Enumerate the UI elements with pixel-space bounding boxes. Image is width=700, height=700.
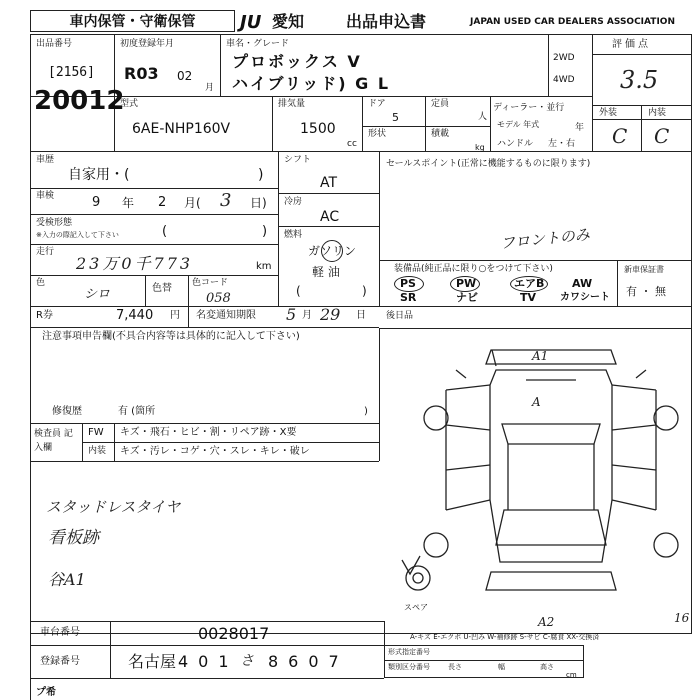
inspection-year-unit: 年 xyxy=(122,196,135,210)
recycle-value: 7,440 xyxy=(116,308,154,323)
shift-value: AT xyxy=(320,175,338,191)
equip-leather: カワシート xyxy=(560,292,610,303)
handle-label: ハンドル xyxy=(497,139,534,149)
dealer-label: ディーラー・並行 xyxy=(493,103,565,113)
inspection-year: 9 xyxy=(92,195,101,210)
height-label: 高さ xyxy=(540,663,554,671)
first-reg-month: 02 xyxy=(177,69,193,83)
mark-a: A xyxy=(532,395,541,409)
load-unit: kg xyxy=(475,143,485,152)
chassis-value: 0028017 xyxy=(198,624,270,643)
inspector-label: 検査員 記入欄 xyxy=(34,429,73,453)
model-line1: プロボックス V xyxy=(232,52,362,71)
repair-label: 修復歴 xyxy=(52,406,82,417)
lot-sub-number: [2156] xyxy=(48,65,95,80)
category-label: 類別区分番号 xyxy=(388,663,430,671)
equip-circle-pw xyxy=(450,276,480,292)
first-reg-label: 初度登録年月 xyxy=(120,39,175,49)
inspection-month: 2 xyxy=(158,195,167,210)
fuel-paren-open: ( xyxy=(296,284,301,298)
rating-label: 評価点 xyxy=(612,39,651,50)
registration-kana: さ xyxy=(240,653,254,669)
storage-title: 車内保管・守衛保管 xyxy=(30,10,235,32)
first-reg-era-year: R03 xyxy=(124,64,159,83)
rating-ext: C xyxy=(612,124,628,148)
registration-city: 名古屋 xyxy=(128,652,177,671)
name-change-month-unit: 月 xyxy=(302,310,312,321)
equip-airbag: エアB xyxy=(514,277,545,290)
remark-line3: 谷A1 xyxy=(48,570,86,589)
int-label: 内装 xyxy=(88,446,107,456)
car-diagram xyxy=(396,340,686,630)
history-close: ) xyxy=(258,167,264,183)
doors-label: ドア xyxy=(368,99,386,109)
name-change-label: 名変通知期限 xyxy=(196,310,256,321)
inspection-day-unit: 日) xyxy=(250,196,267,210)
fw-items: キズ・飛石・ヒビ・割・リペア跡・X要 xyxy=(120,427,297,438)
model-year-label: モデル 年式 xyxy=(497,120,540,129)
disp-label: 排気量 xyxy=(278,99,306,109)
repair-value: 有 (箇所 xyxy=(118,406,156,417)
shift-label: シフト xyxy=(284,155,312,165)
year-unit: 年 xyxy=(575,123,585,133)
handle-opts: 左・右 xyxy=(548,139,576,149)
acceptance-close: ) xyxy=(262,224,268,239)
lot-number-label: 出品番号 xyxy=(36,39,73,49)
color-code: 058 xyxy=(206,291,231,306)
remark-line2: 看板跡 xyxy=(48,528,99,548)
disp-unit: cc xyxy=(347,139,357,149)
sales-point-label: セールスポイント(正常に機能するものに限ります) xyxy=(386,159,591,169)
corner-note: 16 xyxy=(674,611,690,625)
model-change-label: 形式指定番号 xyxy=(388,648,430,656)
rating-ext-label: 外装 xyxy=(599,108,618,118)
equip-sr: SR xyxy=(400,291,417,304)
equipment-grid xyxy=(384,277,616,306)
color-value: シロ xyxy=(84,287,111,302)
warranty-label: 新車保証書 xyxy=(624,265,664,274)
equip-tv: TV xyxy=(520,291,537,304)
acceptance-label: 受検形態 xyxy=(36,218,73,228)
mileage-label: 走行 xyxy=(36,247,55,257)
equip-pw: PW xyxy=(456,277,477,290)
fuel-label: 燃料 xyxy=(284,230,303,240)
acceptance-note: ※入力の際記入して下さい xyxy=(36,231,119,239)
color-label: 色 xyxy=(36,278,46,288)
type-label: 型式 xyxy=(120,99,139,109)
org-name-en: JAPAN USED CAR DEALERS ASSOCIATION xyxy=(470,17,675,27)
mileage-unit: km xyxy=(256,261,272,272)
fuel-gas: ガソリン xyxy=(308,244,357,258)
spare-label: スペア xyxy=(404,603,428,612)
registration-number: 8607 xyxy=(268,652,349,671)
equip-ps: PS xyxy=(400,277,416,290)
history-value: 自家用・( xyxy=(68,167,130,183)
org-name-jp: 愛知 xyxy=(272,12,305,31)
warranty-value: 有 ・ 無 xyxy=(626,285,666,298)
capacity-unit: 人 xyxy=(478,112,488,122)
rating-score: 3.5 xyxy=(620,66,659,94)
equip-navi: ナビ xyxy=(456,291,478,304)
aircon-label: 冷房 xyxy=(284,197,303,207)
name-change-day: 29 xyxy=(320,305,341,324)
lot-number: 20012 xyxy=(34,86,125,116)
width-label: 幅 xyxy=(498,663,505,671)
doors-value: 5 xyxy=(392,111,399,124)
repair-close: ) xyxy=(364,406,368,417)
cm-unit: cm xyxy=(566,671,577,679)
registration-label: 登録番号 xyxy=(40,656,80,667)
color-code-label: 色コード xyxy=(192,278,229,288)
form-title: 出品申込書 xyxy=(346,12,427,31)
rating-int: C xyxy=(654,124,670,148)
inspection-day: 3 xyxy=(220,190,232,211)
bottom-label: プ希 xyxy=(36,687,56,698)
fuel-circle xyxy=(321,240,343,262)
fw-label: FW xyxy=(88,427,104,438)
rating-int-label: 内装 xyxy=(648,108,667,118)
equip-circle-airbag xyxy=(510,276,548,292)
fuel-diesel: 軽 油 xyxy=(312,265,340,279)
drive-4wd: 4WD xyxy=(553,75,575,85)
car-diagram-svg xyxy=(396,340,686,630)
chassis-label: 車台番号 xyxy=(40,627,80,638)
equip-aw: AW xyxy=(572,277,593,290)
recycle-unit: 円 xyxy=(170,310,180,321)
post-date-label: 後日品 xyxy=(386,311,414,321)
sales-point-note: フロントのみ xyxy=(499,225,591,253)
equipment-label: 装備品(純正品に限り○をつけて下さい) xyxy=(394,264,553,274)
name-change-day-unit: 日 xyxy=(356,310,366,321)
inspection-label: 車検 xyxy=(36,191,55,201)
disp-value: 1500 xyxy=(300,121,336,137)
equip-circle-ps xyxy=(394,276,424,292)
inspection-month-unit: 月( xyxy=(184,196,201,210)
color-change-label: 色替 xyxy=(152,283,172,294)
mileage-value: 23万0千773 xyxy=(76,254,194,273)
ju-logo: JU xyxy=(240,12,262,33)
header-logo xyxy=(240,12,690,32)
notes-label: 注意事項申告欄(不具合内容等は具体的に記入して下さい) xyxy=(42,331,300,342)
registration-class: 401 xyxy=(178,652,239,671)
history-label: 車歴 xyxy=(36,155,55,165)
type-value: 6AE-NHP160V xyxy=(132,121,231,137)
model-line2: ハイブリッド) G L xyxy=(232,74,391,93)
length-label: 長さ xyxy=(448,663,462,671)
damage-legend: A-キズ E-エクボ U-凹み W-補修跡 S-サビ C-腐食 XX-交換済 xyxy=(410,633,600,641)
aircon-value: AC xyxy=(320,209,340,225)
load-label: 積載 xyxy=(431,129,450,139)
mark-a1: A1 xyxy=(532,349,549,363)
name-change-month: 5 xyxy=(286,305,297,324)
remark-line1: スタッドレスタイヤ xyxy=(46,498,181,516)
drive-2wd: 2WD xyxy=(553,53,575,63)
model-label: 車名・グレード xyxy=(226,39,290,49)
int-items: キズ・汚レ・コゲ・穴・スレ・キレ・破レ xyxy=(120,446,310,457)
recycle-label: R券 xyxy=(36,310,53,321)
form-label: 形状 xyxy=(368,129,387,139)
first-reg-month-unit: 月 xyxy=(205,83,215,93)
capacity-label: 定員 xyxy=(431,99,450,109)
fuel-paren-close: ) xyxy=(362,284,367,298)
acceptance-open: ( xyxy=(162,224,168,239)
mark-a2: A2 xyxy=(538,615,555,629)
